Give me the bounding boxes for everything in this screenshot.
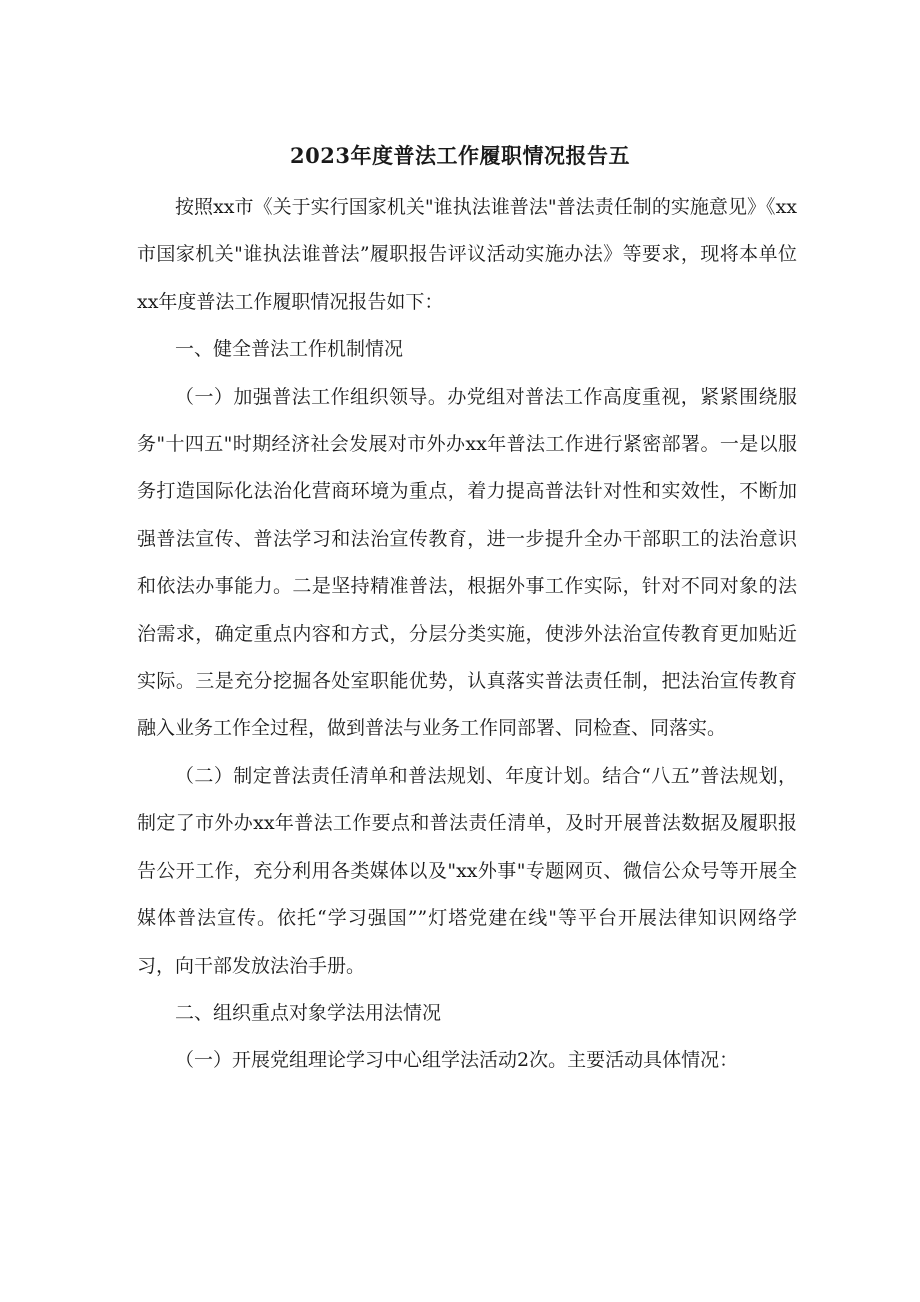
section-heading-2: 二、组织重点对象学法用法情况 (175, 1001, 442, 1024)
section-1-paragraph-2: （二）制定普法责任清单和普法规划、年度计划。结合“八五”普法规划，制定了市外办xx年普法工作要点和普法责任清单，及时开展普法数据及履职报告公开工作，充分利用各类媒体以及"xx外事"专题网页、微信公众号等开展全媒体普法宣传。依托“学习强国””灯塔党建在线"等平台开展法律知识网络学习，向干部发放法治手册。 (137, 764, 797, 977)
intro-paragraph: 按照xx市《关于实行国家机关"谁执法谁普法"普法责任制的实施意见》《xx市国家机关"谁执法谁普法”履职报告评议活动实施办法》等要求，现将本单位xx年度普法工作履职情况报告如下： (137, 196, 797, 313)
section-2-paragraph-1: （一）开展党组理论学习中心组学法活动2次。主要活动具体情况： (175, 1049, 739, 1072)
document-body (137, 184, 797, 1085)
document-title: 2023年度普法工作履职情况报告五 (290, 143, 630, 168)
section-1-paragraph-1: （一）加强普法工作组织领导。办党组对普法工作高度重视，紧紧围绕服务"十四五"时期经济社会发展对市外办xx年普法工作进行紧密部署。一是以服务打造国际化法治化营商环境为重点，着力提高普法针对性和实效性，不断加强普法宣传、普法学习和法治宣传教育，进一步提升全办干部职工的法治意识和依法办事能力。二是坚持精准普法，根据外事工作实际，针对不同对象的法治需求，确定重点内容和方式，分层分类实施，使涉外法治宣传教育更加贴近实际。三是充分挖掘各处室职能优势，认真落实普法责任制，把法治宣传教育融入业务工作全过程，做到普法与业务工作同部署、同检查、同落实。 (137, 385, 797, 740)
section-heading-1: 一、健全普法工作机制情况 (175, 338, 404, 361)
